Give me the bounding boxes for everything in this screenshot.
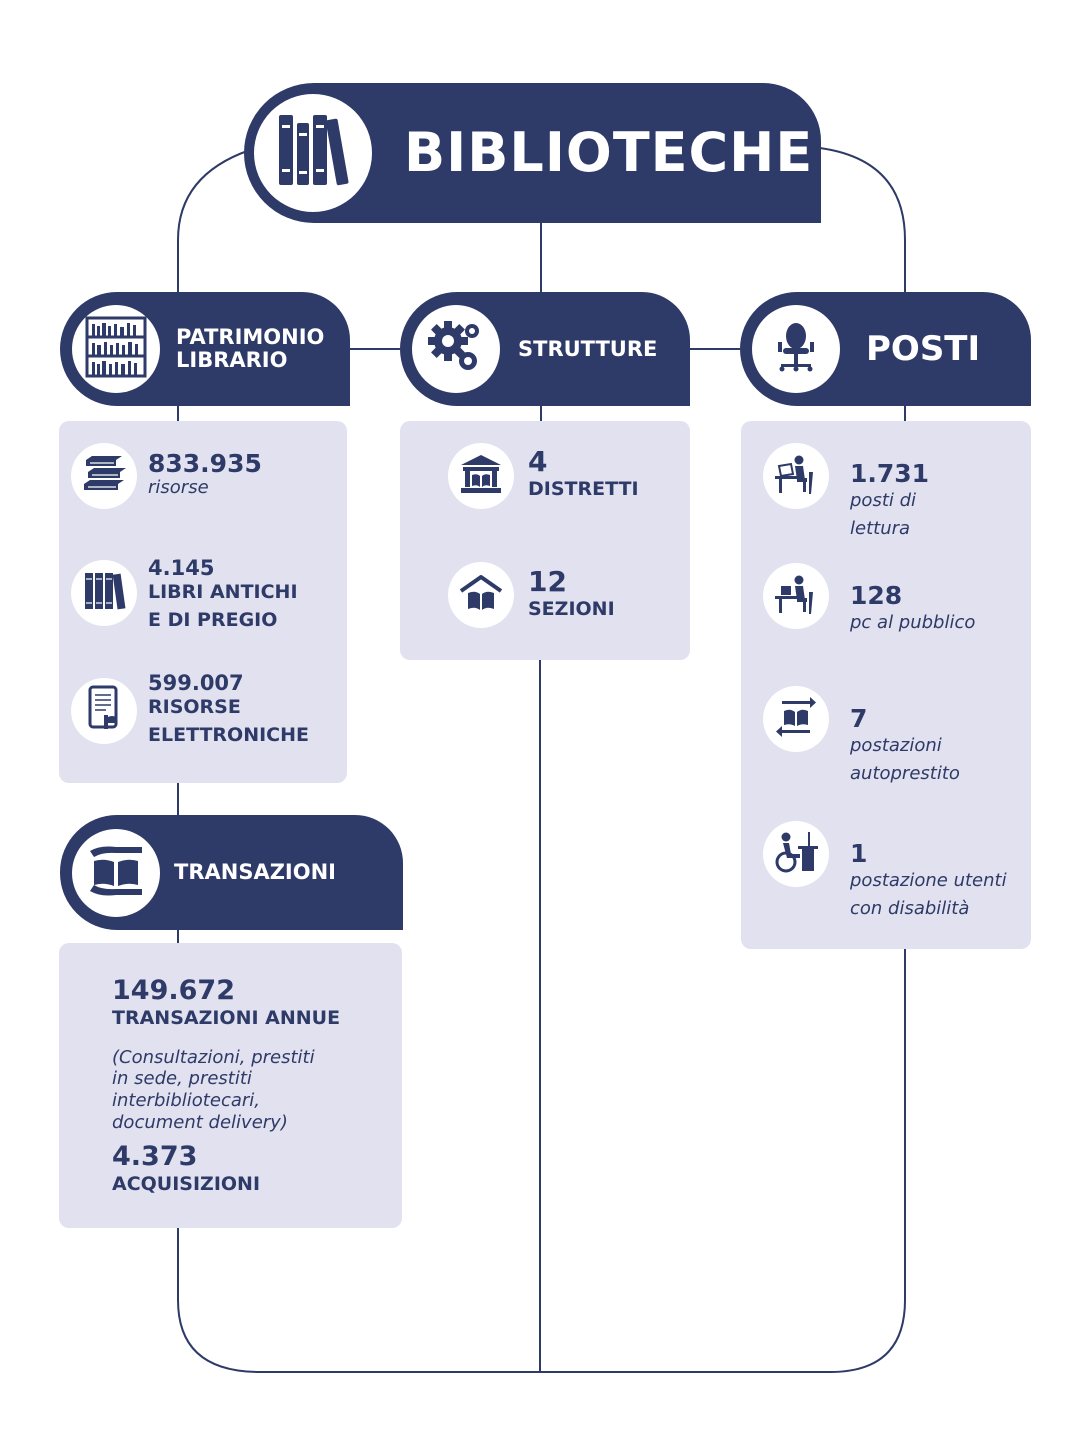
posti-item-autoprestito: [850, 706, 960, 788]
posti-item-disabilita: [850, 841, 1007, 923]
pc-label: pc al pubblico: [850, 612, 976, 634]
library-building-icon: [459, 453, 503, 499]
connector-right-top: [820, 148, 905, 292]
patrimonio-title: [176, 326, 324, 371]
bookshelf-icon: [85, 316, 147, 382]
acquisizioni-label: ACQUISIZIONI: [112, 1173, 261, 1196]
transazioni-icon-circle: [72, 829, 160, 917]
disabilita-label-line1: postazione utenti: [850, 870, 1007, 892]
risorse-label: risorse: [148, 477, 209, 499]
sezioni-value: 12: [528, 565, 567, 598]
book-stack-icon-circle: [71, 443, 137, 509]
books-icon: [273, 111, 353, 195]
hands-book-icon: [86, 841, 146, 905]
patrimonio-icon-circle: [72, 305, 160, 393]
libri-antichi-label-line2: E DI PREGIO: [148, 608, 278, 631]
strutture-icon-circle: [412, 305, 500, 393]
strutture-panel: [400, 421, 690, 660]
posti-item-lettura: [850, 461, 929, 543]
transazioni-note-line2: in sede, prestiti: [112, 1068, 252, 1090]
risorse-value: 833.935: [148, 449, 262, 478]
patrimonio-title-line1: PATRIMONIO: [176, 325, 325, 350]
risorse-elettroniche-label-line1: RISORSE: [148, 696, 241, 719]
transazioni-note-line3: interbibliotecari,: [112, 1090, 260, 1112]
strutture-title: STRUTTURE: [518, 336, 658, 361]
transazioni-header: [60, 815, 403, 930]
old-books-icon-circle: [71, 560, 137, 626]
house-book-icon: [459, 573, 503, 617]
house-book-icon-circle: [448, 562, 514, 628]
posti-lettura-label-line2: lettura: [850, 518, 911, 540]
transazioni-note-line4: document delivery): [112, 1111, 288, 1133]
connector-left-top: [178, 150, 250, 292]
patrimonio-item-risorse: [148, 451, 262, 499]
transazioni-annue-label: TRANSAZIONI ANNUE: [112, 1007, 341, 1030]
transazioni-item-acquisizioni: [112, 1143, 260, 1199]
tablet-icon: [86, 685, 122, 737]
old-books-icon: [82, 569, 126, 617]
computer-user-icon-circle: [763, 563, 829, 629]
strutture-item-sezioni: [528, 567, 615, 624]
main-title: BIBLIOTECHE: [404, 120, 814, 184]
posti-header: [740, 292, 1031, 406]
self-loan-icon-circle: [763, 686, 829, 752]
pc-value: 128: [850, 581, 903, 610]
connector-bottom-right: [540, 948, 905, 1372]
patrimonio-item-libri-antichi: [148, 557, 298, 634]
posti-lettura-value: 1.731: [850, 459, 930, 488]
patrimonio-panel: [59, 421, 347, 783]
connector-bottom-left: [178, 1228, 540, 1372]
autoprestito-label-line2: autoprestito: [850, 763, 960, 785]
posti-icon-circle: [752, 305, 840, 393]
sezioni-label: SEZIONI: [528, 598, 615, 621]
transazioni-title: TRANSAZIONI: [174, 860, 336, 885]
book-stack-icon: [80, 454, 128, 498]
transazioni-item-annue: [112, 977, 340, 1133]
posti-item-pc: [850, 583, 975, 637]
posti-lettura-label-line1: posti di: [850, 490, 917, 512]
wheelchair-desk-icon-circle: [763, 821, 829, 887]
libri-antichi-label-line1: LIBRI ANTICHI: [148, 581, 298, 604]
self-loan-icon: [774, 695, 818, 743]
strutture-header: [400, 292, 690, 406]
libri-antichi-value: 4.145: [148, 556, 215, 580]
autoprestito-label-line1: postazioni: [850, 735, 942, 757]
patrimonio-title-line2: LIBRARIO: [176, 348, 288, 372]
tablet-icon-circle: [71, 678, 137, 744]
transazioni-panel: [59, 943, 402, 1228]
patrimonio-item-risorse-elettroniche: [148, 672, 309, 749]
autoprestito-value: 7: [850, 704, 868, 733]
computer-user-icon: [773, 572, 819, 620]
main-icon-circle: [254, 94, 372, 212]
gears-icon: [424, 315, 488, 383]
acquisizioni-value: 4.373: [112, 1141, 198, 1172]
patrimonio-header: [60, 292, 350, 406]
library-building-icon-circle: [448, 443, 514, 509]
reader-desk-icon-circle: [763, 443, 829, 509]
strutture-item-distretti: [528, 447, 639, 504]
transazioni-note-line1: (Consultazioni, prestiti: [112, 1046, 315, 1068]
disabilita-value: 1: [850, 839, 868, 868]
wheelchair-desk-icon: [772, 830, 820, 878]
office-chair-icon: [769, 320, 823, 378]
transazioni-annue-value: 149.672: [112, 975, 235, 1006]
disabilita-label-line2: con disabilità: [850, 898, 970, 920]
distretti-label: DISTRETTI: [528, 478, 639, 501]
reader-desk-icon: [773, 452, 819, 500]
posti-panel: [741, 421, 1031, 949]
distretti-value: 4: [528, 445, 548, 478]
posti-title: POSTI: [866, 328, 981, 369]
main-header: [244, 83, 821, 223]
risorse-elettroniche-label-line2: ELETTRONICHE: [148, 723, 309, 746]
risorse-elettroniche-value: 599.007: [148, 671, 244, 695]
